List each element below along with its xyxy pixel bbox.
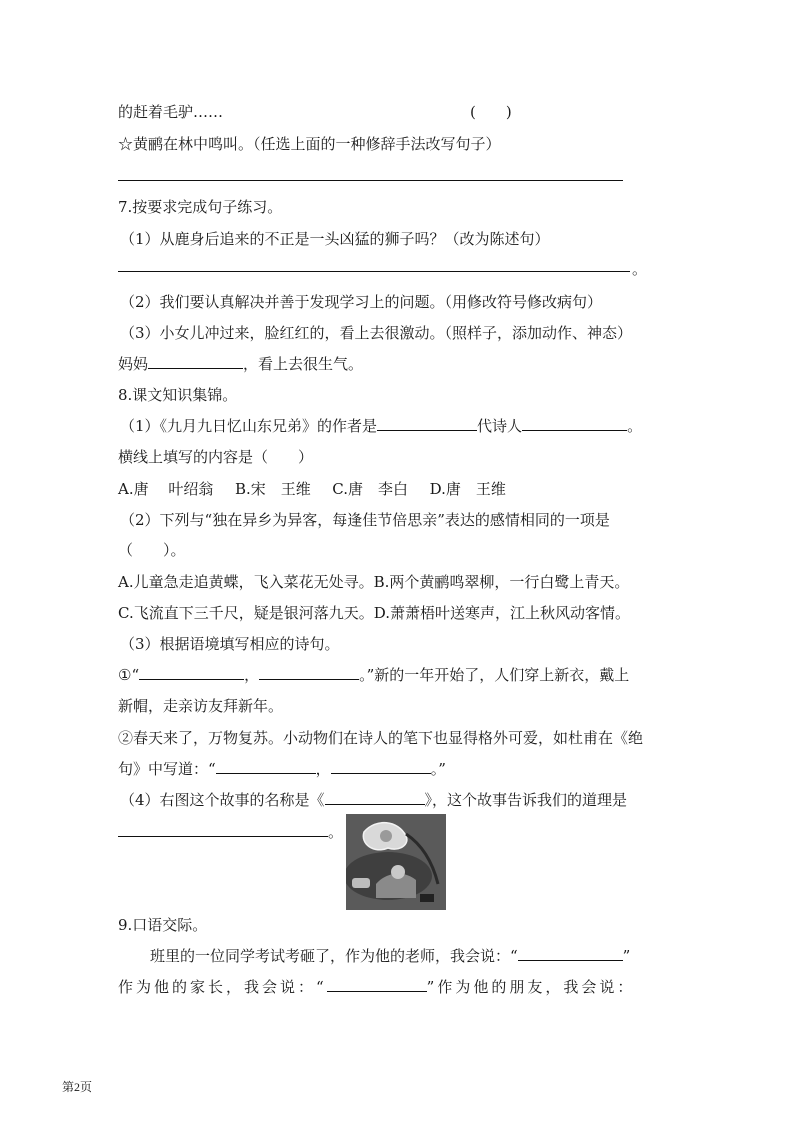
question-9-title: 9.口语交际。	[118, 916, 208, 934]
question-7-2: （2）我们要认真解决并善于发现学习上的问题。（用修改符号修改病句）	[120, 293, 603, 311]
question-8-3: （3）根据语境填写相应的诗句。	[120, 635, 340, 653]
story-illustration-icon	[346, 814, 446, 910]
answer-paren: ( )	[470, 103, 512, 121]
question-8-3-2-cont: 句》中写道：“ ， 。”	[118, 760, 446, 778]
question-9-line1: 班里的一位同学考试考砸了，作为他的老师，我会说：“ ”	[150, 947, 631, 965]
question-8-2-paren: （ ）。	[118, 541, 186, 559]
question-8-1: （1）《九月九日忆山东兄弟》的作者是 代诗人 。	[120, 417, 643, 435]
question-8-3-1-cont: 新帽，走亲访友拜新年。	[118, 697, 284, 715]
option-b[interactable]: B.宋 王维	[234, 480, 311, 498]
question-7-1: （1）从鹿身后追来的不正是一头凶猛的狮子吗？（改为陈述句）	[120, 230, 550, 248]
question-8-3-2: ②春天来了，万物复苏。小动物们在诗人的笔下也显得格外可爱，如杜甫在《绝	[118, 729, 644, 747]
question-8-2-options-ab: A.儿童急走追黄蝶，飞入菜花无处寻。B.两个黄鹂鸣翠柳，一行白鹭上青天。	[118, 573, 630, 591]
answer-line[interactable]	[118, 271, 630, 272]
question-7-3-answer: 妈妈 ，看上去很生气。	[118, 355, 364, 373]
blank-field[interactable]	[331, 759, 431, 774]
question-8-title: 8.课文知识集锦。	[118, 386, 238, 404]
question-8-3-1: ①“ ， 。”新的一年开始了，人们穿上新衣，戴上	[118, 666, 630, 684]
blank-field[interactable]	[522, 416, 627, 431]
blank-field[interactable]	[327, 977, 427, 992]
blank-field[interactable]	[377, 416, 477, 431]
blank-field[interactable]	[118, 822, 328, 837]
question-9-line2: 作为他的家长，我会说：“ ”作为他的朋友，我会说：	[118, 978, 636, 996]
question-8-2-options-cd: C.飞流直下三千尺，疑是银河落九天。D.萧萧梧叶送寒声，江上秋风动客情。	[118, 604, 630, 622]
line-donkey: 的赶着毛驴……	[118, 103, 224, 121]
answer-line[interactable]	[118, 180, 623, 181]
question-8-4-answer: 。	[118, 822, 343, 842]
question-8-2: （2）下列与“独在异乡为异客，每逢佳节倍思亲”表达的感情相同的一项是	[120, 511, 610, 529]
option-c[interactable]: C.唐 李白	[332, 480, 409, 498]
question-7-title: 7.按要求完成句子练习。	[118, 198, 283, 216]
blank-field[interactable]	[325, 790, 425, 805]
page-number: 第2页	[62, 1080, 93, 1094]
question-7-3: （3）小女儿冲过来，脸红红的，看上去很激动。（照样子，添加动作、神态）	[120, 324, 633, 342]
question-8-1-prompt: 横线上填写的内容是（ ）	[118, 448, 314, 466]
blank-field[interactable]	[259, 665, 359, 680]
question-8-1-options	[118, 479, 506, 499]
blank-field[interactable]	[148, 354, 243, 369]
rewrite-instruction: ☆黄鹂在林中鸣叫。（任选上面的一种修辞手法改写句子）	[118, 135, 501, 153]
option-a[interactable]: A.唐 叶绍翁	[118, 480, 214, 498]
question-8-4: （4）右图这个故事的名称是《 》，这个故事告诉我们的道理是	[120, 791, 628, 809]
period: 。	[632, 260, 648, 278]
blank-field[interactable]	[518, 946, 623, 961]
blank-field[interactable]	[216, 759, 316, 774]
blank-field[interactable]	[139, 665, 244, 680]
option-d[interactable]: D.唐 王维	[429, 480, 506, 498]
